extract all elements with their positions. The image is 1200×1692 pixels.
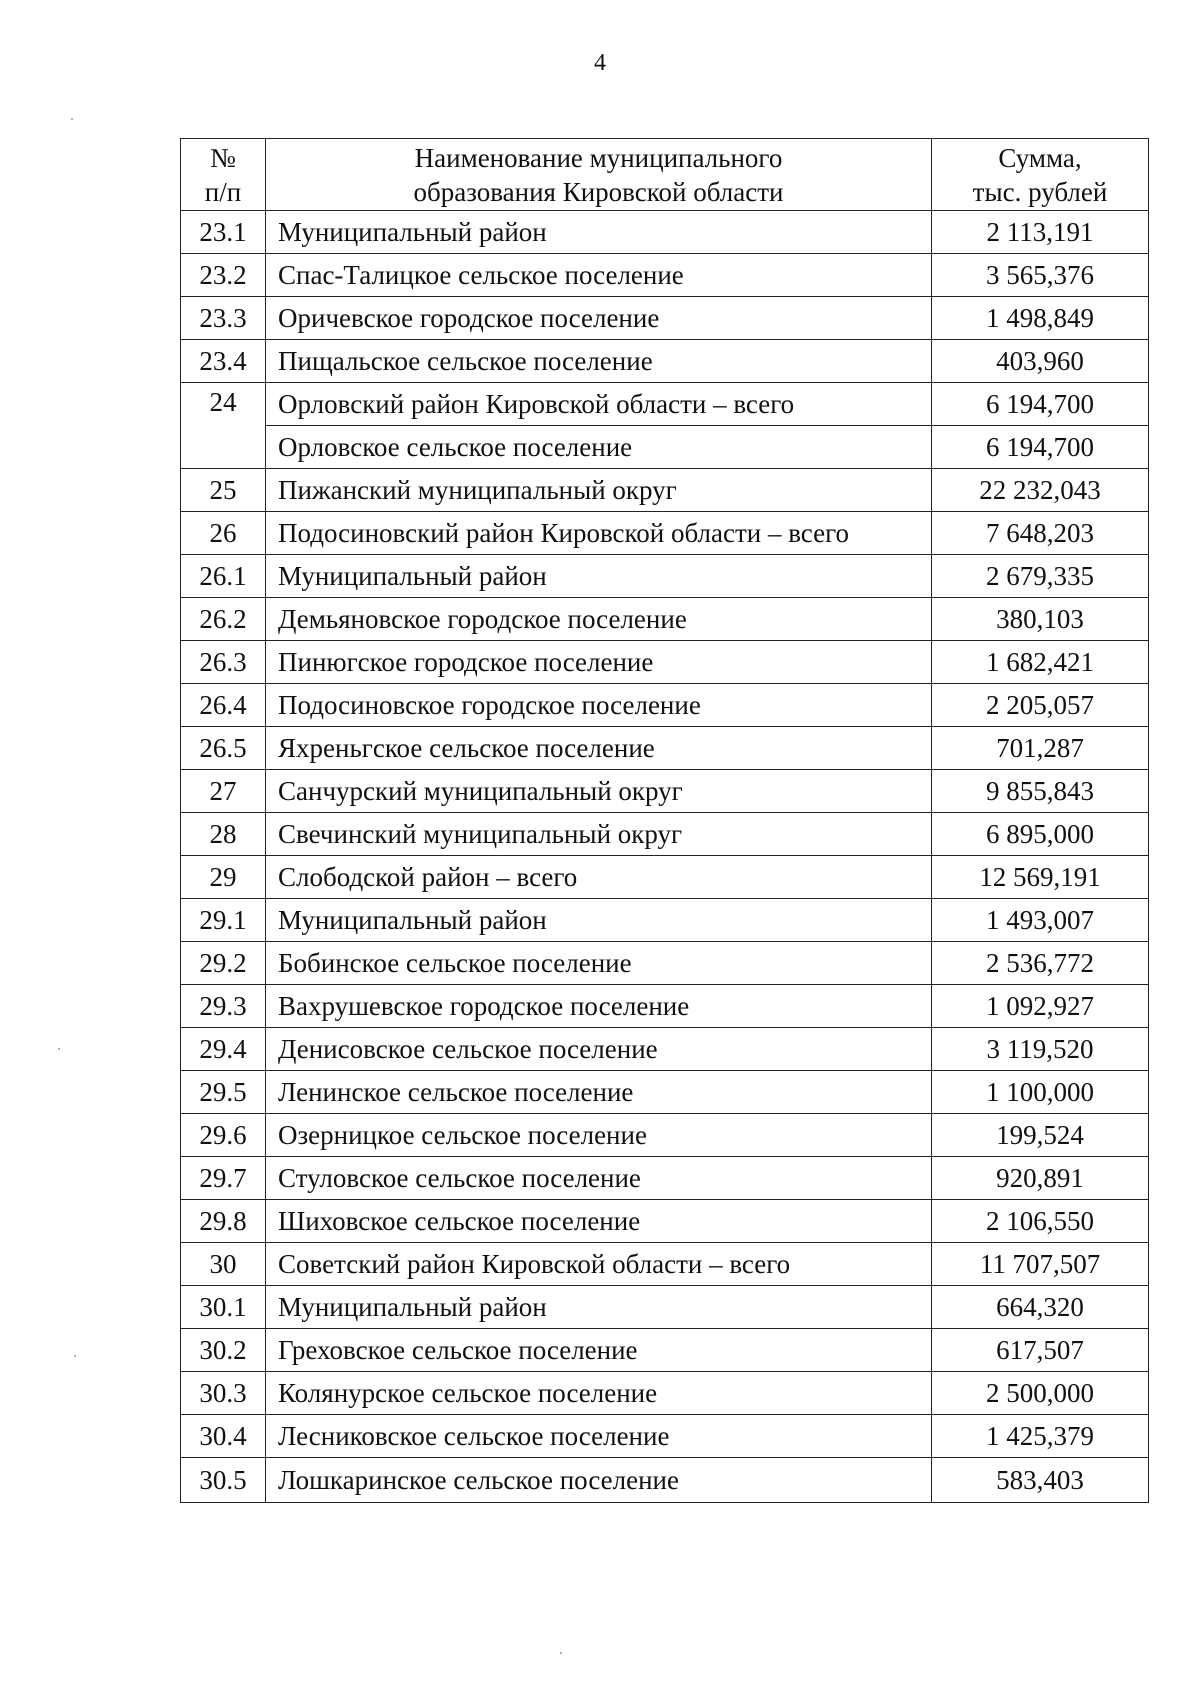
row-name: Муниципальный район (266, 899, 932, 942)
row-name: Слободской район – всего (266, 856, 932, 899)
row-number: 24 (181, 383, 266, 469)
row-sum: 664,320 (932, 1286, 1149, 1329)
table-row (181, 641, 1149, 684)
row-sum: 1 100,000 (932, 1071, 1149, 1114)
table-row (181, 383, 1149, 426)
row-sum: 380,103 (932, 598, 1149, 641)
row-number: 26 (181, 512, 266, 555)
row-name: Стуловское сельское поселение (266, 1157, 932, 1200)
scan-speck (71, 118, 73, 120)
row-sum: 2 500,000 (932, 1372, 1149, 1415)
table-row (181, 684, 1149, 727)
row-sum: 1 498,849 (932, 297, 1149, 340)
row-name: Санчурский муниципальный округ (266, 770, 932, 813)
row-name: Колянурское сельское поселение (266, 1372, 932, 1415)
table-body (181, 211, 1149, 1503)
row-number: 26.2 (181, 598, 266, 641)
row-name: Яхреньгское сельское поселение (266, 727, 932, 770)
row-name: Орловский район Кировской области – всего (266, 383, 932, 426)
row-sum: 2 113,191 (932, 211, 1149, 254)
row-number: 23.1 (181, 211, 266, 254)
row-sum: 701,287 (932, 727, 1149, 770)
row-name: Бобинское сельское поселение (266, 942, 932, 985)
row-number: 26.3 (181, 641, 266, 684)
table-row (181, 1329, 1149, 1372)
table-row (181, 1415, 1149, 1458)
row-sum: 11 707,507 (932, 1243, 1149, 1286)
row-name: Демьяновское городское поселение (266, 598, 932, 641)
table-row (181, 254, 1149, 297)
row-sum: 6 194,700 (932, 383, 1149, 426)
row-sum: 583,403 (932, 1458, 1149, 1503)
table-row (181, 297, 1149, 340)
row-number: 29.7 (181, 1157, 266, 1200)
table-row (181, 985, 1149, 1028)
row-name: Лошкаринское сельское поселение (266, 1458, 932, 1503)
row-name: Вахрушевское городское поселение (266, 985, 932, 1028)
row-number: 29.6 (181, 1114, 266, 1157)
row-number: 30.2 (181, 1329, 266, 1372)
row-sum: 6 194,700 (932, 426, 1149, 469)
table-row (181, 856, 1149, 899)
row-name: Муниципальный район (266, 555, 932, 598)
row-number: 28 (181, 813, 266, 856)
table-row (181, 899, 1149, 942)
row-sum: 9 855,843 (932, 770, 1149, 813)
header-name-cell (266, 139, 932, 211)
header-name-line2: образования Кировской области (413, 176, 784, 207)
header-sum-line1: Сумма, (998, 142, 1082, 173)
row-number: 26.1 (181, 555, 266, 598)
row-number: 30.5 (181, 1458, 266, 1503)
budget-allocation-table (180, 138, 1149, 1503)
row-name: Пищальское сельское поселение (266, 340, 932, 383)
header-sum-cell (932, 139, 1149, 211)
row-name: Подосиновский район Кировской области – всего (266, 512, 932, 555)
row-sum: 2 106,550 (932, 1200, 1149, 1243)
table-row (181, 1071, 1149, 1114)
table-header (181, 139, 1149, 211)
row-number: 29 (181, 856, 266, 899)
row-name: Пижанский муниципальный округ (266, 469, 932, 512)
table-row (181, 770, 1149, 813)
row-name: Шиховское сельское поселение (266, 1200, 932, 1243)
row-sum: 2 205,057 (932, 684, 1149, 727)
table-row (181, 426, 1149, 469)
table-row (181, 598, 1149, 641)
table-row (181, 1286, 1149, 1329)
row-name: Свечинский муниципальный округ (266, 813, 932, 856)
row-number: 23.4 (181, 340, 266, 383)
header-sum-line2: тыс. рублей (972, 176, 1108, 207)
row-number: 30 (181, 1243, 266, 1286)
row-name: Советский район Кировской области – всего (266, 1243, 932, 1286)
row-sum: 12 569,191 (932, 856, 1149, 899)
row-number: 29.5 (181, 1071, 266, 1114)
row-name: Муниципальный район (266, 1286, 932, 1329)
table-row (181, 469, 1149, 512)
scan-speck (58, 1048, 60, 1050)
header-number-line2: п/п (204, 176, 242, 207)
table-row (181, 340, 1149, 383)
row-name: Орловское сельское поселение (266, 426, 932, 469)
table-row (181, 1243, 1149, 1286)
table-row (181, 211, 1149, 254)
row-number: 29.2 (181, 942, 266, 985)
row-number: 26.5 (181, 727, 266, 770)
table-row (181, 512, 1149, 555)
header-number-cell (181, 139, 266, 211)
table-row (181, 1458, 1149, 1503)
row-sum: 2 679,335 (932, 555, 1149, 598)
table-row (181, 1200, 1149, 1243)
header-name-line1: Наименование муниципального (414, 142, 783, 173)
row-number: 23.3 (181, 297, 266, 340)
row-name: Оричевское городское поселение (266, 297, 932, 340)
row-sum: 22 232,043 (932, 469, 1149, 512)
row-name: Ленинское сельское поселение (266, 1071, 932, 1114)
row-number: 29.8 (181, 1200, 266, 1243)
scan-speck (74, 1355, 76, 1357)
row-name: Греховское сельское поселение (266, 1329, 932, 1372)
row-sum: 617,507 (932, 1329, 1149, 1372)
row-sum: 7 648,203 (932, 512, 1149, 555)
row-sum: 920,891 (932, 1157, 1149, 1200)
row-name: Муниципальный район (266, 211, 932, 254)
row-name: Озерницкое сельское поселение (266, 1114, 932, 1157)
row-name: Спас-Талицкое сельское поселение (266, 254, 932, 297)
row-number: 29.4 (181, 1028, 266, 1071)
table-row (181, 555, 1149, 598)
table-row (181, 942, 1149, 985)
header-number-line1: № (210, 142, 236, 173)
row-name: Подосиновское городское поселение (266, 684, 932, 727)
page-number: 4 (594, 50, 606, 76)
row-sum: 1 425,379 (932, 1415, 1149, 1458)
table-row (181, 1157, 1149, 1200)
row-number: 26.4 (181, 684, 266, 727)
row-number: 27 (181, 770, 266, 813)
table-row (181, 1114, 1149, 1157)
row-sum: 3 565,376 (932, 254, 1149, 297)
row-name: Лесниковское сельское поселение (266, 1415, 932, 1458)
row-number: 29.3 (181, 985, 266, 1028)
row-number: 30.1 (181, 1286, 266, 1329)
row-name: Денисовское сельское поселение (266, 1028, 932, 1071)
table-row (181, 813, 1149, 856)
row-number: 29.1 (181, 899, 266, 942)
row-number: 23.2 (181, 254, 266, 297)
row-name: Пинюгское городское поселение (266, 641, 932, 684)
row-number: 25 (181, 469, 266, 512)
row-number: 30.4 (181, 1415, 266, 1458)
row-sum: 199,524 (932, 1114, 1149, 1157)
table-row (181, 1372, 1149, 1415)
row-sum: 6 895,000 (932, 813, 1149, 856)
header-row (181, 139, 1149, 211)
table-row (181, 727, 1149, 770)
row-sum: 1 493,007 (932, 899, 1149, 942)
row-sum: 3 119,520 (932, 1028, 1149, 1071)
row-number: 30.3 (181, 1372, 266, 1415)
row-sum: 403,960 (932, 340, 1149, 383)
scan-speck (560, 1652, 562, 1654)
table-row (181, 1028, 1149, 1071)
row-sum: 1 092,927 (932, 985, 1149, 1028)
row-sum: 1 682,421 (932, 641, 1149, 684)
row-sum: 2 536,772 (932, 942, 1149, 985)
